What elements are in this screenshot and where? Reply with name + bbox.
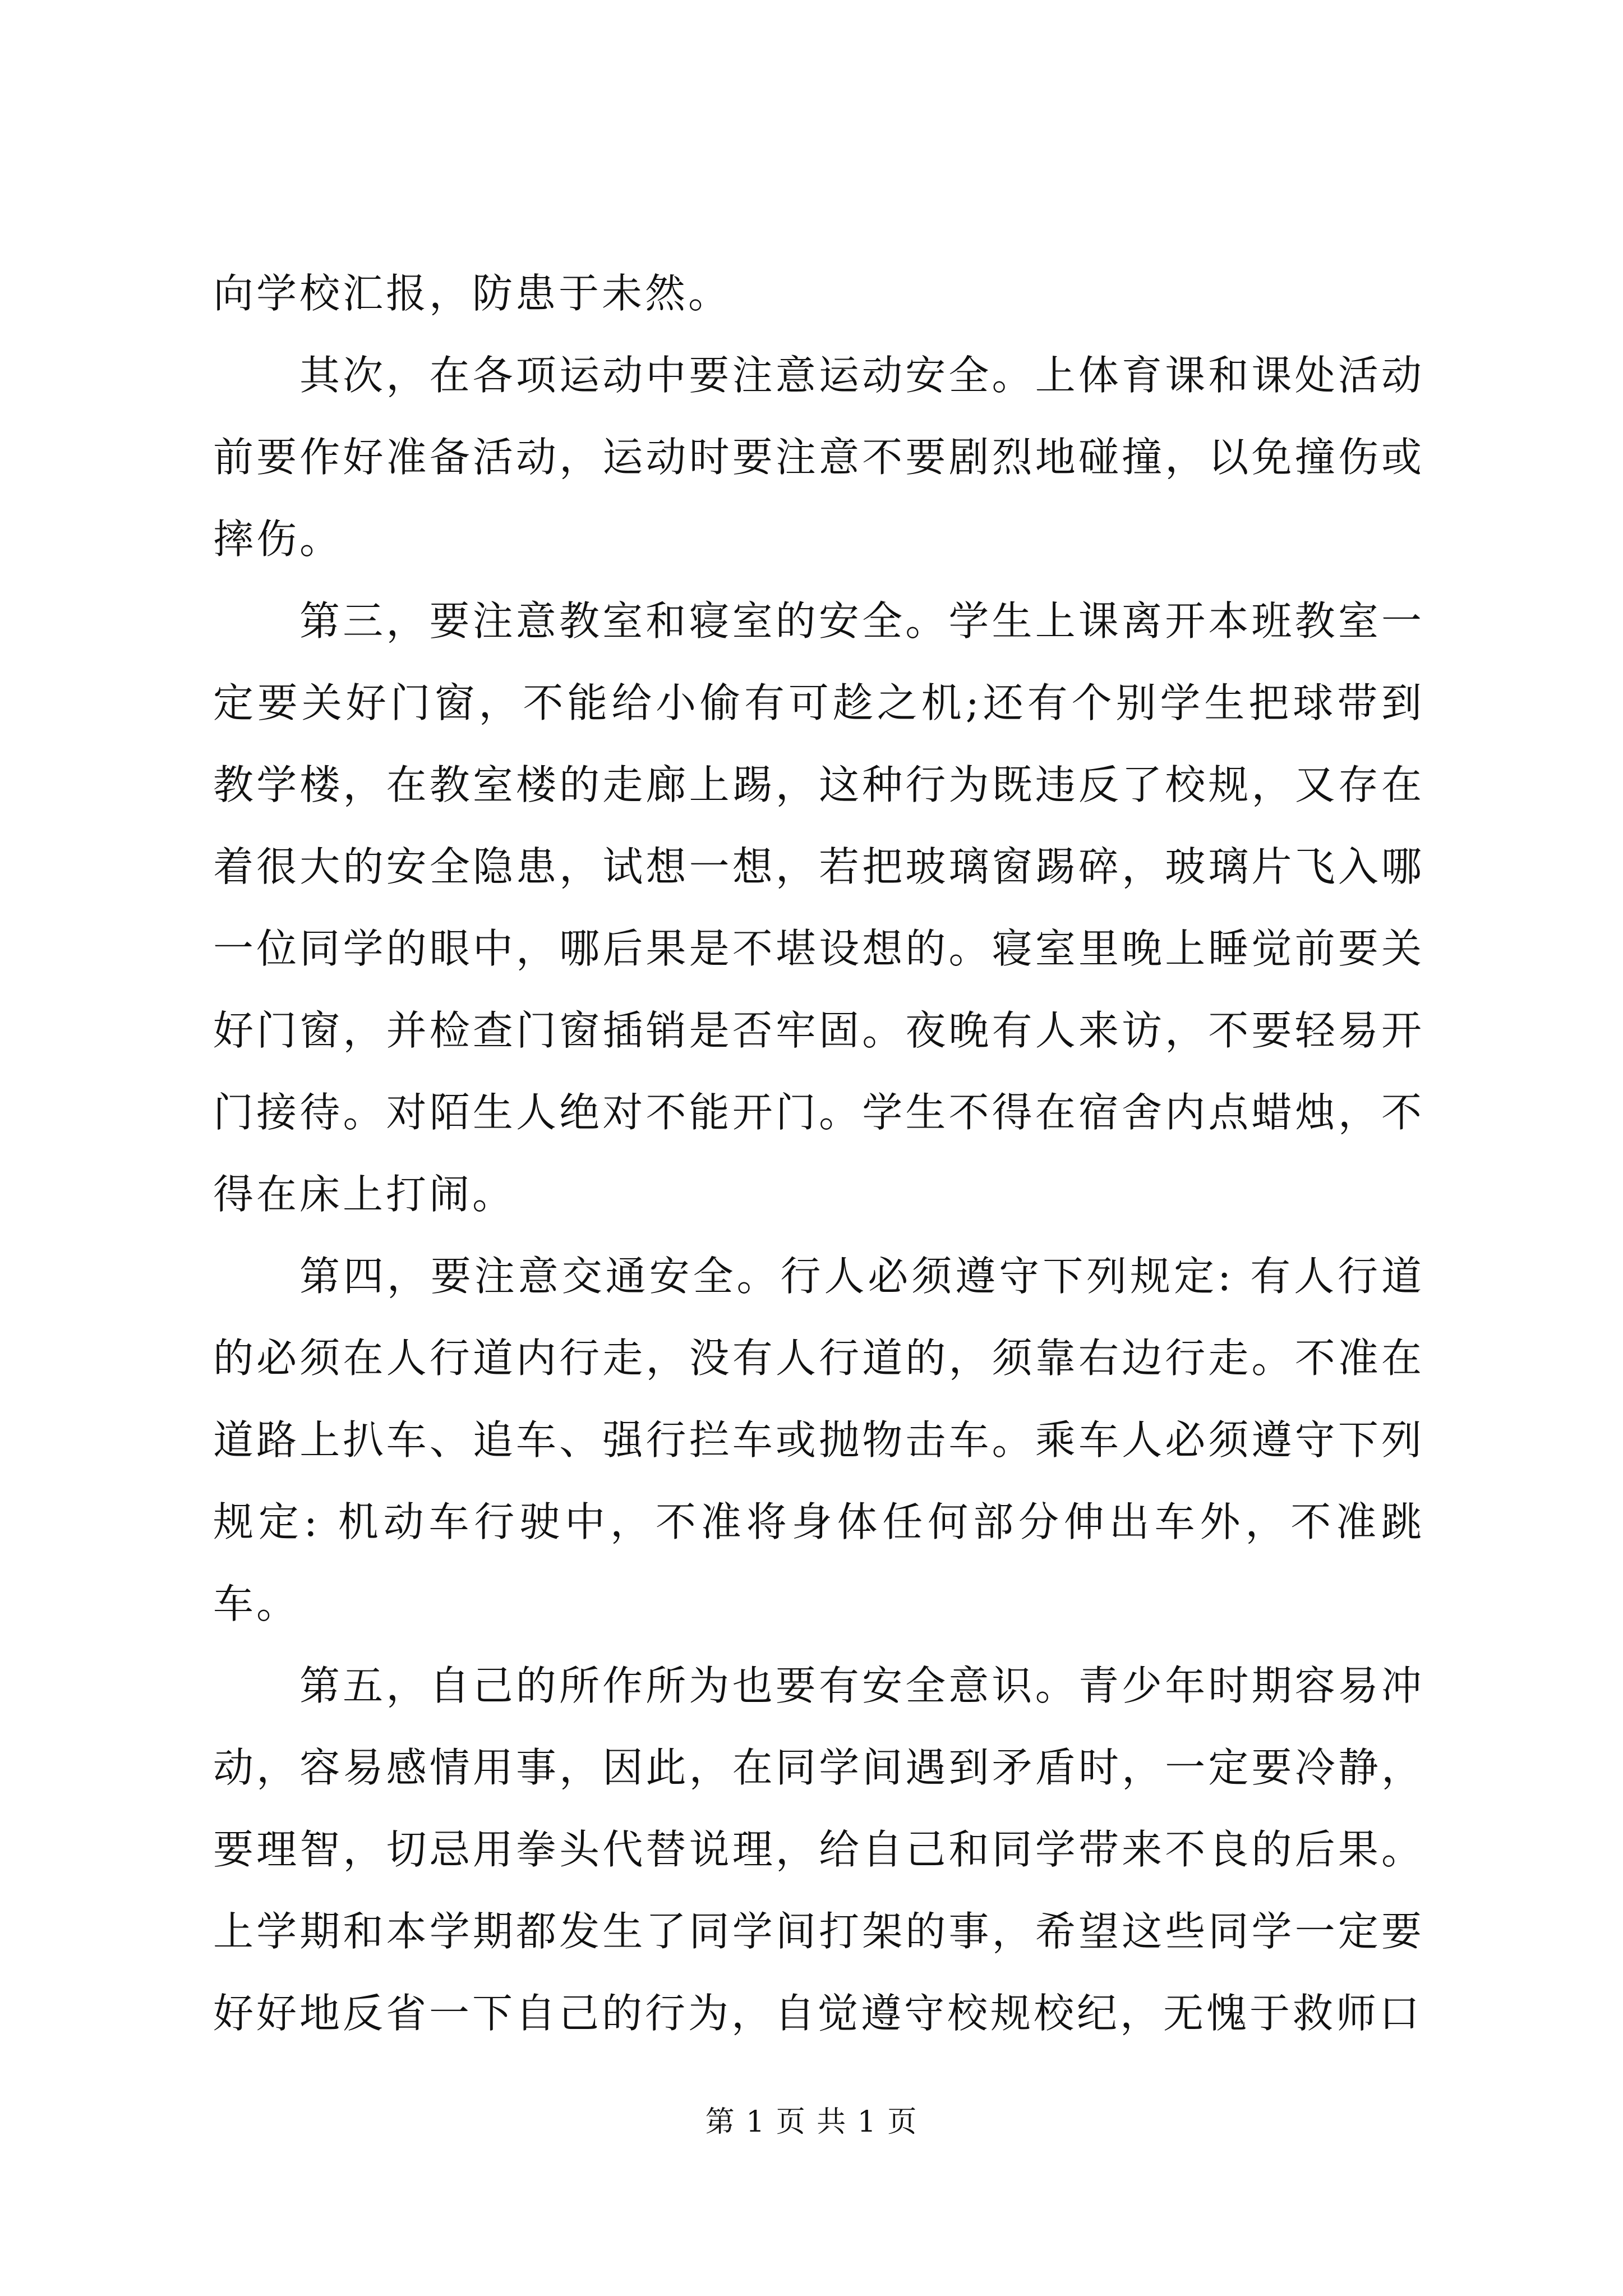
paragraph: 向学校汇报，防患于未然。 <box>213 270 732 317</box>
paragraph: 第四，要注意交通安全。行人必须遵守下列规定: 有人行道的必须在人行道内行走，没有人行道的，须靠右边行走。不准在道路上扒车、追车、强行拦车或抛物击车。乘车人必须遵守下列规定: 机动车行驶中，不准将身体任何部分伸出车外，不准跳车。 <box>213 1253 1424 1627</box>
paragraph: 其次，在各项运动中要注意运动安全。上体育课和课处活动前要作好准备活动，运动时要注意不要剧烈地碰撞，以免撞伤或摔伤。 <box>213 352 1424 563</box>
paragraph: 第三，要注意教室和寝室的安全。学生上课离开本班教室一定要关好门窗，不能给小偷有可趁之机;还有个别学生把球带到教学楼，在教室楼的走廊上踢，这种行为既违反了校规，又存在着很大的安全隐患，试想一想，若把玻璃窗踢碎，玻璃片飞入哪一位同学的眼中，哪后果是不堪设想的。寝室里晚上睡觉前要关好门窗，并检查门窗插销是否牢固。夜晚有人来访，不要轻易开门接待。对陌生人绝对不能开门。学生不得在宿舍内点蜡烛，不得在床上打闹。 <box>213 597 1424 1218</box>
page-footer: 第 1 页 共 1 页 <box>705 2105 918 2139</box>
paragraph: 第五，自己的所作所为也要有安全意识。青少年时期容易冲动，容易感情用事，因此，在同学间遇到矛盾时，一定要冷静，要理智，切忌用拳头代替说理，给自己和同学带来不良的后果。上学期和本学期都发生了同学间打架的事，希望这些同学一定要好好地反省一下自己的行为，自觉遵守校规校纪，无愧于救师口 <box>213 1662 1424 2037</box>
document-body <box>213 252 1424 2054</box>
